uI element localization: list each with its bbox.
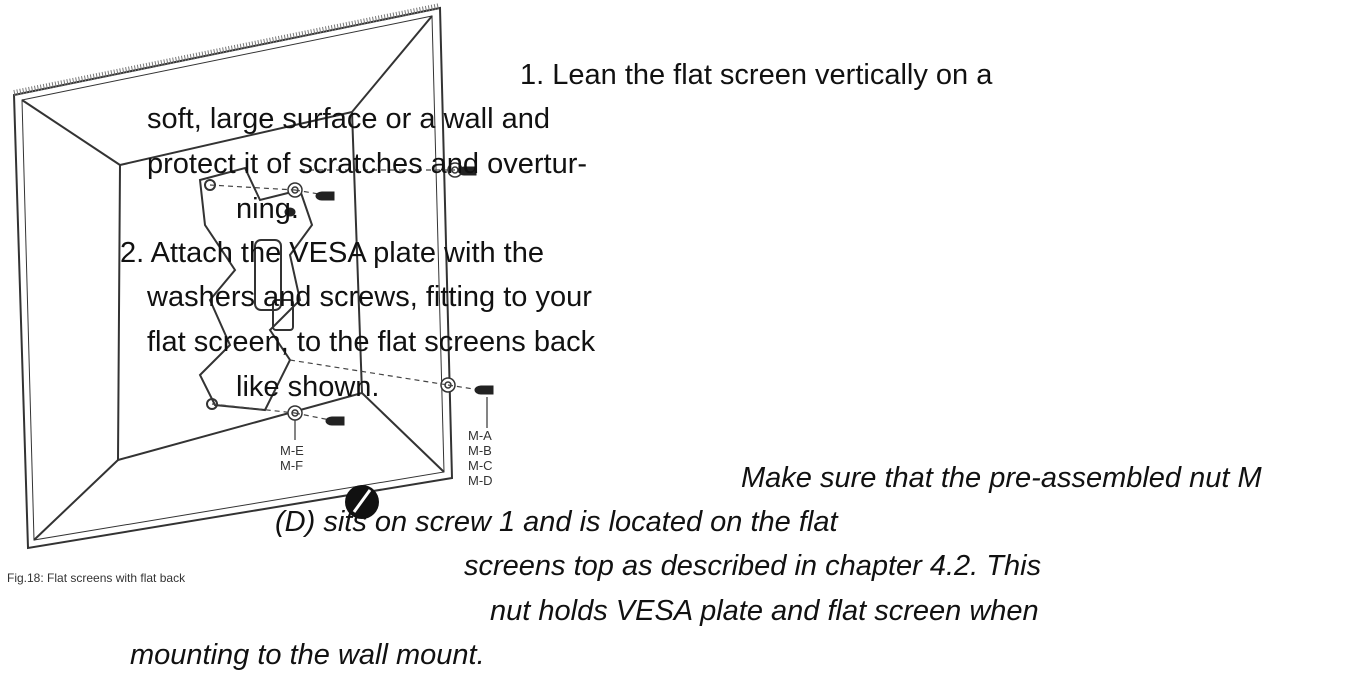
screen-frame — [14, 8, 452, 548]
step2-line2: washers and screws, fitting to your — [147, 281, 592, 313]
label-m-c: M-C — [468, 458, 493, 473]
note-line2: (D) sits on screw 1 and is located on the flat — [275, 506, 838, 538]
label-m-b: M-B — [468, 443, 492, 458]
note-line3: screens top as described in chapter 4.2. This — [464, 550, 1042, 582]
label-m-f: M-F — [280, 458, 304, 473]
step2-line3: flat screen, to the flat screens back — [147, 326, 596, 358]
label-m-a: M-A — [468, 428, 492, 443]
note-line5: mounting to the wall mount. — [130, 639, 485, 671]
step2-line4: like shown. — [236, 371, 380, 403]
step1-line4: ning. — [236, 193, 299, 225]
figure-caption: Fig.18: Flat screens with flat back — [7, 571, 186, 585]
frame-top-texture — [14, 6, 440, 93]
label-m-d: M-D — [468, 473, 493, 488]
label-m-e: M-E — [280, 443, 304, 458]
note-line1: Make sure that the pre-assembled nut M — [741, 462, 1262, 494]
step1-line3: protect it of scratches and overtur- — [147, 148, 588, 180]
step2-line1: 2. Attach the VESA plate with the — [120, 237, 544, 269]
step1-line1: 1. Lean the flat screen vertically on a — [520, 59, 993, 91]
note-line4: nut holds VESA plate and flat screen when — [490, 595, 1039, 627]
step1-line2: soft, large surface or a wall and — [147, 103, 550, 135]
